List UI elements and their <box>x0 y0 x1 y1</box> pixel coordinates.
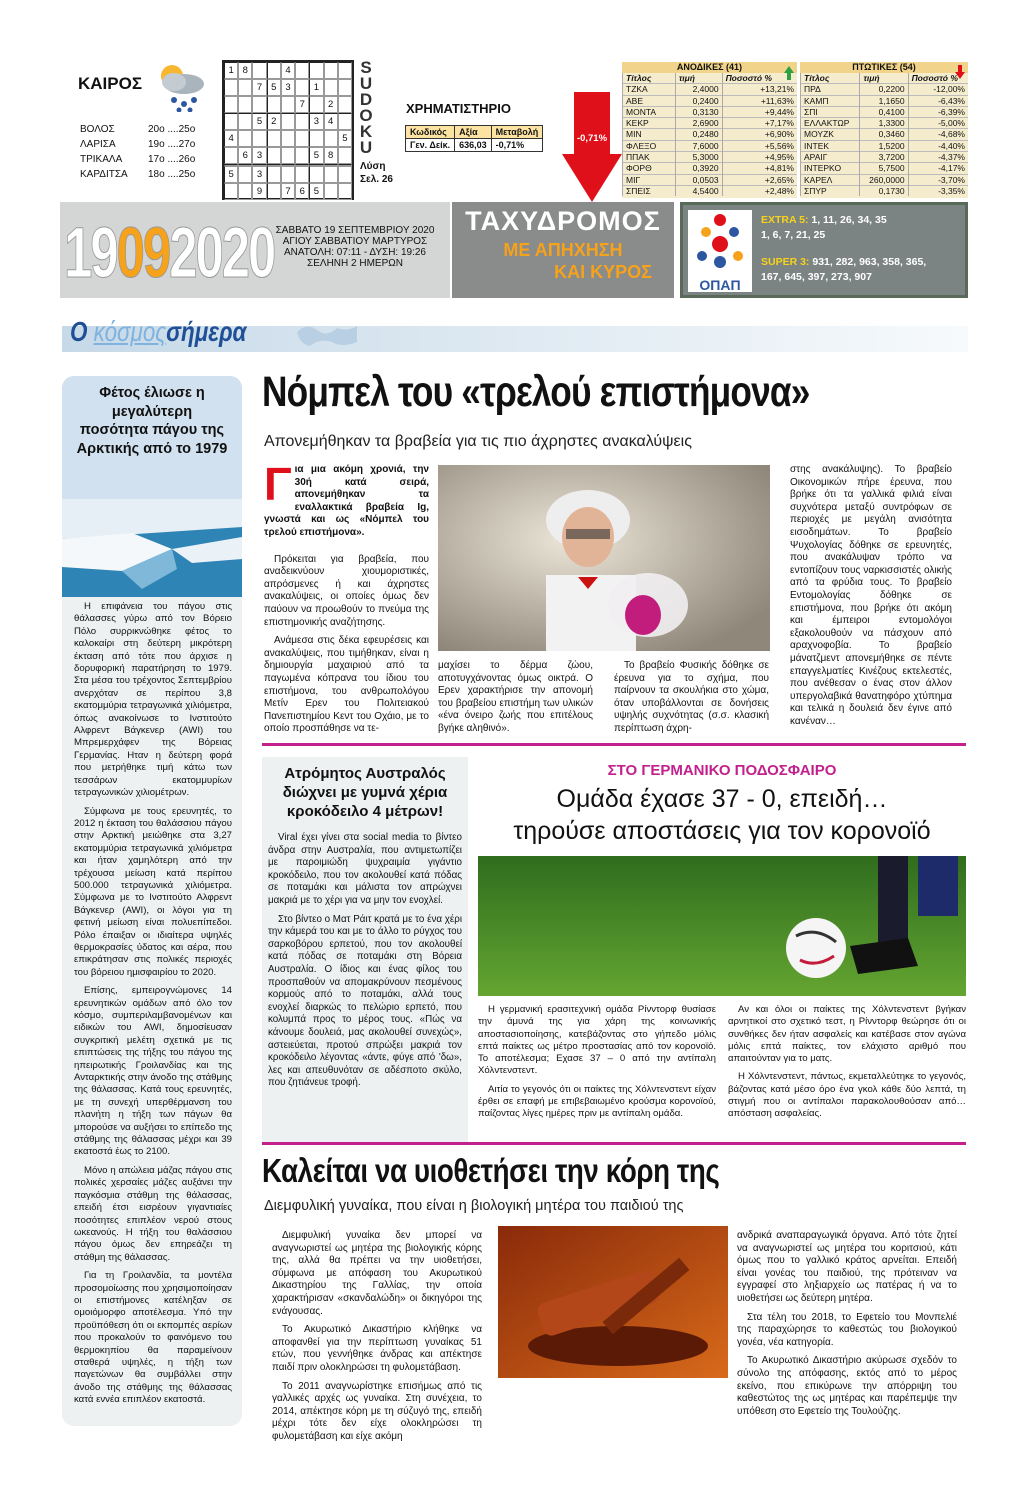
sidebar-body: Η επιφάνεια του πάγου στις θάλασσες γύρω από τον Βόρειο Πόλο συρρικνώθηκε φέτος το καλοκαίρι στη δεύτερη μικρότερη έκταση από τότε που άρχισε η δορυφορική παρατήρηση το 1979. Στα μέσα του τρέχοντος Σεπτεμβρίου ανερχόταν σε περίπου 3,8 εκατομμύρια τετραγωνικά χιλιόμετρα, όπως ανακοίνωσε το Ινστιτούτο Αλφρεντ Βάγκενερ (AWI) του Μπρεμερχάφεν της Βόρειας Γερμανίας. Ηταν η δεύτερη φορά που μετρήθηκε τιμή κάτω των τεσσάρων εκατομμυρίων τετραγωνικών χιλιομέτρων. Σύμφωνα με τους ερευνητές, το 2012 η έκταση του θαλάσσιου πάγου στην Αρκτική μειώθηκε στα 3,27 εκατομμύρια τετραγωνικά χιλιόμετρα και ήταν χαμηλότερη από την τρέχουσα μείωση κατά περίπου 500.000 τετραγωνικά χιλιόμετρα. Σύμφωνα με το Ινστιτούτο Αλφρεντ Βάγκενερ (AWI), οι λόγοι για τη φετινή μείωση είναι πολυεπίπεδοι. Ρόλο έπαιξαν οι ιδιαίτερα υψηλές θερμοκρασίες ύδατος και αέρα, που επικράτησαν στις πολικές περιοχές του βόρειου ημισφαιρίου το 2020. Επίσης, εμπειρογνώμονες 14 ερευνητικών ομάδων από όλο τον κόσμο, συμπεριλαμβανομένων και ειδικών του AWI, δημοσίευσαν συγκριτική μελέτη σχετικά με τις επιπτώσεις της τήξης του πάγου της ηπειρωτικής Γροιλανδίας και της Ανταρκτικής στην άνοδο της στάθμης της θάλασσας. Κατά τους ερευνητές, με τη συνεχή υπερθέρμανση του πλανήτη η τήξη των πάγων θα μπορούσε να αυξήσει το επίπεδο της στάθμης της θάλασσας μέχρι και 39 εκατοστά έως το 2100. Μόνο η απώλεια μάζας πάγου στις πολικές χερσαίες μάζες αυξάνει την παγκόσμια στάθμη της θάλασσας, επειδή έτσι εισρέουν γιγαντιαίες ποσότητες επιπλέον νερού στους ωκεανούς. Η τήξη του θαλάσσιου πάγου όμως δεν επηρεάζει τη στάθμη της θάλασσας. Για τη Γροιλανδία, τα μοντέλα προσομοίωσης που χρησιμοποίησαν οι επιστήμονες κατέληξαν σε ομοιόμορφο αποτέλεσμα. Υπό την προϋπόθεση ότι οι εκπομπές αερίων που προκαλούν το φαινόμενο του θερμοκηπίου θα παραμείνουν σταθερά υψηλές, η τήξη των παγετώνων θα συμβάλλει στην άνοδο της στάθμης της θάλασσας κατά εννέα επιπλέον εκατοστά. <box>74 601 232 1406</box>
sidebar-headline: Φέτος έλιωσε η μεγαλύτερη ποσότητα πάγου της Αρκτικής από το 1979 <box>76 385 228 457</box>
sudoku-cell: 5 <box>338 130 352 147</box>
market-row: ΦΟΡΘ 0,3920 +4,81% <box>623 163 798 174</box>
sudoku-cell: 5 <box>252 113 266 130</box>
index-change: -0,71% <box>576 133 608 144</box>
market-row: ΙΝΤΕΚ 1,5200 -4,40% <box>801 140 969 151</box>
sudoku-cell <box>252 130 266 147</box>
adoption-subtitle: Διεμφυλική γυναίκα, που είναι η βιολογική μητέρα του παιδιού της <box>264 1198 684 1214</box>
weather-title: ΚΑΙΡΟΣ <box>78 74 143 93</box>
sudoku-cell <box>281 96 295 113</box>
adoption-col-2: ανδρικά αναπαραγωγικά όργανα. Από τότε ζητεί να αναγνωριστεί ως μητέρα του κοριτσιού, κάτι όμως που το γαλλικό κράτος αρνείται. Επειδή είναι γονέας του παιδιού, της πρότειναν να εγγραφεί στο ληξιαρχείο ως πατέρας ή να το υιοθετήσει ως δεύτερη μητέρα. Στα τέλη του 2018, το Εφετείο του Μονπελιέ της παραχώρησε το καθεστώς του βιολογικού γονέα, νέα κατηγορία. Το Ακυρωτικό Δικαστήριο ακύρωσε σχεδόν το σύνολο της απόφασης, εκτός από το μέρος εκείνο, που επικύρωνε την απόρριψη του καθεστώτος της ως μητέρας και παρέπεμψε την υπόθεση στο Εφετείο της Τουλούζης. <box>737 1230 957 1417</box>
market-row: ΚΕΚΡ 2,6900 +7,17% <box>623 118 798 129</box>
sidebar-header <box>62 376 242 499</box>
sudoku-cell: 4 <box>281 62 295 79</box>
sudoku-cell <box>295 79 309 96</box>
stock-index-table: Κωδικός Αξία Μεταβολή Γεν. Δείκ. 636,03 -0,71% <box>405 125 543 152</box>
sudoku-cell <box>238 113 252 130</box>
sudoku-cell: 6 <box>295 183 309 200</box>
market-row: ΤΖΚΑ 2,4000 +13,21% <box>623 84 798 95</box>
croc-body: Viral έχει γίνει στα social media το βίντεο άνδρα στην Αυστραλία, που αντιμετωπίζει με παροιμιώδη ψυχραιμία γιγάντιο κροκόδειλο, που τον ακολουθεί κατά πόδας σε ποταμάκι και μάλιστα τον απρώχνει μακριά με το χέρι για να μην τον ενοχλεί. Στο βίντεο ο Ματ Ράιτ κρατά με το ένα χέρι την κάμερά του και με το άλλο το ρύγχος του σαρκοβόρου ερπετού, που τον ακολουθεί κατά πόδας σε ποταμάκι στη Βόρεια Αυστραλία. Ο ίδιος και ένας φίλος του προσπαθούν να απομακρύνουν πεσμένους κορμούς από το ποταμάκι, αλλά τους ενοχλεί διαρκώς το πελώριο ερπετό, που κολυμπά προς το μέρος τους. «Πώς να κάνουμε δουλειά, μας ακολουθεί συνεχώς», αστειεύεται, προτού σπρώξει μακριά τον κροκόδειλο λέγοντας «άντε, φύγε από 'δω», λες και απευθυνόταν σε αδέσποτο σκύλο, που ζητιάνευε τροφή. <box>268 832 462 1089</box>
market-row: ΕΛΛΑΚΤΩΡ 1,3300 -5,00% <box>801 118 969 129</box>
sudoku-cell <box>224 113 238 130</box>
sudoku-cell <box>324 79 338 96</box>
sudoku-cell <box>324 183 338 200</box>
slogan-1: ΜΕ ΑΠΗΧΗΣΗ <box>503 240 623 260</box>
sudoku-cell: 4 <box>324 113 338 130</box>
market-row: ΑΒΕ 0,2400 +11,63% <box>623 95 798 106</box>
sudoku-cell: 3 <box>252 147 266 164</box>
sudoku-cell <box>267 130 281 147</box>
market-row: ΣΠΕΙΣ 4,5400 +2,48% <box>623 185 798 196</box>
losers-table: ΠΤΩΤΙΚΕΣ (54) Τίτλος τιμή Ποσοστό % ΠΡΔ 0,2200 -12,00% ΚΑΜΠ 1,1650 -6,43% ΣΠΙ 0,4100 -6,39% ΕΛΛΑΚΤΩΡ 1,3300 -5,00% ΜΟΥΖΚ 0,3460 -4,68% ΙΝΤΕΚ 1,5200 -4,40% ΑΡΑΙΓ 3,7200 -4,37% ΙΝΤΕΡΚΟ 5,7500 -4,17% ΚΑΡΕΛ 260,0000 -3,70% ΣΠΥΡ 0,1730 -3,35% <box>800 62 968 198</box>
nobel-subtitle: Απονεμήθηκαν τα βραβεία για τις πιο άχρηστες ανακαλύψεις <box>264 433 692 450</box>
sudoku-cell: 1 <box>309 79 323 96</box>
football-col-2: Αν και όλοι οι παίκτες της Χόλντενστεντ βγήκαν αρνητικοί στο σχετικό τεστ, η Ρίνντορφ θεώρησε ότι οι συνθήκες δεν ήταν ασφαλείς και κατέβασε στον αγώνα μόλις επτά παίκτες, τον ελάχιστο αριθμό που απαιτούνταν για το ματς. Η Χόλντενστεντ, πάντως, εκμεταλλεύτηκε το γεγονός, βάζοντας κατά μέσο όρο ένα γκολ κάθε δύο λεπτά, τη στιγμή που οι αντίπαλοι παρακολουθούσαν από… απόσταση ασφαλείας. <box>728 1004 966 1120</box>
sudoku-cell <box>238 166 252 183</box>
sudoku-cell <box>267 183 281 200</box>
sudoku-cell: 5 <box>309 147 323 164</box>
sudoku-letters: S U D O K U <box>359 58 373 157</box>
sudoku-cell <box>338 62 352 79</box>
up-arrow-icon <box>784 66 794 80</box>
sudoku-cell: 5 <box>309 183 323 200</box>
sudoku-cell <box>309 96 323 113</box>
globe-map-icon <box>292 320 362 350</box>
nobel-col-1: Γ ια μια ακόμη χρονιά, την 30ή κατά σειρά, απονεμήθηκαν τα εναλλακτικά βραβεία Ig, γνωστά και ως «Νόμπελ του τρελού επιστήμονα». Πρόκειται για βραβεία, που αναδεικνύουν χιουμοριστικές, απρόσμενες ή και άχρηστες ανακαλύψεις, οι οποίες όμως δεν παύουν να προωθούν το πνεύμα της επιστημονικής αναζήτησης. Ανάμεσα στις δέκα εφευρέσεις και ανακαλύψεις, που τιμήθηκαν, είναι η δημιουργία μαχαιριού από τα παγωμένα κόπρανα του ίδιου του επιστήμονα, του ανθρωπολόγου Μετίν Ερεν του Πολιτειακού Πανεπιστημίου Κεντ του Οχάιο, με το οποίο προσπάθησε να τε- <box>264 458 429 735</box>
sudoku-cell: 2 <box>267 113 281 130</box>
sudoku-cell: 7 <box>295 96 309 113</box>
sudoku-cell <box>309 130 323 147</box>
market-row: ΑΡΑΙΓ 3,7200 -4,37% <box>801 152 969 163</box>
weather-box <box>62 60 212 210</box>
market-row: ΠΡΔ 0,2200 -12,00% <box>801 84 969 95</box>
weather-row: ΛΑΡΙΣΑ 19ο ....27ο <box>80 139 196 150</box>
sudoku-cell <box>338 79 352 96</box>
football-photo <box>478 856 966 996</box>
cloud-rain-icon <box>152 60 212 112</box>
weather-row: ΚΑΡΔΙΤΣΑ 18ο ....25ο <box>80 169 196 180</box>
sudoku-cell <box>338 147 352 164</box>
market-header: τιμή <box>860 73 908 84</box>
sudoku-cell <box>252 96 266 113</box>
sudoku-cell <box>238 79 252 96</box>
sudoku-cell: 7 <box>281 183 295 200</box>
sudoku-cell <box>281 166 295 183</box>
market-row: ΚΑΜΠ 1,1650 -6,43% <box>801 95 969 106</box>
date-big: 19092020 <box>64 214 275 293</box>
sudoku-cell <box>338 183 352 200</box>
down-small-arrow-icon <box>955 65 965 79</box>
sudoku-cell <box>295 113 309 130</box>
sudoku-cell: 3 <box>281 79 295 96</box>
market-header: Τίτλος <box>801 73 860 84</box>
sudoku-cell <box>281 113 295 130</box>
football-kicker: ΣΤΟ ΓΕΡΜΑΝΙΚΟ ΠΟΔΟΣΦΑΙΡΟ <box>607 762 837 779</box>
nobel-col-2: μαχίσει το δέρμα ζώου, αποτυγχάνοντας όμως οικτρά. Ο Ερεν χαρακτήρισε την απονομή του βραβείου επιστήμη των υλικών «ένα όνειρο ζωής που επιτέλους βγήκε αληθινό». <box>438 660 593 734</box>
opap-box: ΟΠΑΠ EXTRA 5: 1, 11, 26, 34, 35 1, 6, 7, 21, 25 SUPER 3: 931, 282, 963, 358, 365, 167, 645, 397, 273, 907 <box>680 202 968 298</box>
sudoku-cell: 6 <box>238 147 252 164</box>
market-header: τιμή <box>675 73 722 84</box>
market-row: ΜΙΝ 0,2480 +6,90% <box>623 129 798 140</box>
sudoku-grid <box>222 60 354 200</box>
croc-headline: Ατρόμητος Αυστραλός διώχνει με γυμνά χέρια κροκόδειλο 4 μέτρων! <box>282 765 448 820</box>
slogan-2: ΚΑΙ ΚΥΡΟΣ <box>554 262 652 282</box>
sudoku-cell: 3 <box>252 166 266 183</box>
paper-name: ΤΑΧΥΔΡΟΜΟΣ <box>465 206 661 236</box>
sudoku-cell <box>295 147 309 164</box>
sudoku-cell <box>281 147 295 164</box>
sudoku-cell <box>252 62 266 79</box>
weather-row: ΒΟΛΟΣ 20ο ....25ο <box>80 124 196 135</box>
market-row: ΠΠΑΚ 5,3000 +4,95% <box>623 152 798 163</box>
scientist-photo <box>438 465 770 651</box>
market-row: ΦΛΕΞΟ 7,6000 +5,56% <box>623 140 798 151</box>
sudoku-cell <box>238 130 252 147</box>
sudoku-cell <box>281 130 295 147</box>
sudoku-cell: 1 <box>224 62 238 79</box>
sudoku-cell: 5 <box>267 79 281 96</box>
market-row: ΚΑΡΕΛ 260,0000 -3,70% <box>801 174 969 185</box>
sudoku-cell: 8 <box>324 147 338 164</box>
sudoku-cell: 7 <box>252 79 266 96</box>
market-row: ΣΠΙ 0,4100 -6,39% <box>801 106 969 117</box>
sudoku-cell: 2 <box>324 96 338 113</box>
sudoku-cell <box>295 130 309 147</box>
market-row: ΣΠΥΡ 0,1730 -3,35% <box>801 185 969 196</box>
sudoku-cell <box>309 166 323 183</box>
masthead-box <box>452 202 674 298</box>
sudoku-cell <box>324 166 338 183</box>
adoption-title: Καλείται να υιοθετήσει την κόρη της <box>262 1152 720 1189</box>
market-header: Ποσοστό % <box>908 73 968 84</box>
section-header: Ο κόσμοςσήμερα <box>62 316 968 352</box>
sudoku-cell <box>267 96 281 113</box>
stock-title: ΧΡΗΜΑΤΙΣΤΗΡΙΟ <box>406 101 511 116</box>
drop-cap: Γ <box>264 458 292 510</box>
sudoku-cell: 5 <box>224 166 238 183</box>
section-rule <box>262 743 966 746</box>
football-col-1: Η γερμανική ερασιτεχνική ομάδα Ρίνντορφ θυσίασε την άμυνά της για χάρη της κοινωνικής αποστασιοποίησης, κατεβάζοντας στο γήπεδο μόλις επτά παίκτες ως μέτρο προστασίας από τον κορονοϊό. Το αποτέλεσμα; Εχασε 37 – 0 από την αντίπαλη Χόλντενστεντ. Αιτία το γεγονός ότι οι παίκτες της Χόλντενστεντ είχαν έρθει σε επαφή με επιβεβαιωμένο κρούσμα κορονοϊού, παίζοντας λίγες ημέρες πριν με αντίπαλη ομάδα. <box>478 1004 716 1120</box>
sudoku-cell: 9 <box>252 183 266 200</box>
sudoku-solution: Λύση Σελ. 26 <box>360 161 393 185</box>
sudoku-cell <box>324 130 338 147</box>
section-rule-2 <box>262 1142 966 1145</box>
sudoku-cell <box>238 183 252 200</box>
sudoku-cell <box>295 166 309 183</box>
sudoku-cell <box>324 62 338 79</box>
sudoku-cell <box>267 166 281 183</box>
market-header: Ποσοστό % <box>722 73 797 84</box>
nobel-col-3: Το βραβείο Φυσικής δόθηκε σε έρευνα για το σχήμα, που παίρνουν τα σκουλήκια στο χώμα, όταν υποβάλλονται σε δονήσεις υψηλής συχνότητας (σ.σ. κλασική περίπτωση άχρη- <box>614 660 769 734</box>
sudoku-cell <box>224 183 238 200</box>
adoption-col-1: Διεμφυλική γυναίκα δεν μπορεί να αναγνωριστεί ως μητέρα της βιολογικής κόρης της, αλλά θα πρέπει να την υιοθετήσει, σύμφωνα με απόφαση του Ακυρωτικού Δικαστηρίου της Γαλλίας, την οποία χαρακτήρισαν «σκανδαλώδη» οι δικηγόροι της ενάγουσας. Το Ακυρωτικό Δικαστήριο κλήθηκε να αποφανθεί για την περίπτωση γυναίκας 51 ετών, που γεννήθηκε άνδρας και απέκτησε παιδί πριν ολοκληρώσει τη φυλομετάβαση. Το 2011 αναγνωρίστηκε επισήμως από τις γαλλικές αρχές ως γυναίκα. Στη συνέχεια, το 2014, απέκτησε κόρη με τη σύζυγό της, επειδή μέχρι τότε δεν είχε ολοκληρώσει τη φυλομετάβαση και είχε ακόμη <box>272 1230 482 1442</box>
sudoku-cell <box>309 62 323 79</box>
market-header: Τίτλος <box>623 73 676 84</box>
opap-logo-icon <box>688 210 752 272</box>
nobel-title: Νόμπελ του «τρελού επιστήμονα» <box>262 368 810 416</box>
gainers-table: ΑΝΟΔΙΚΕΣ (41) Τίτλος τιμή Ποσοστό % ΤΖΚΑ 2,4000 +13,21% ΑΒΕ 0,2400 +11,63% ΜΟΝΤΑ 0,3130 +9,44% ΚΕΚΡ 2,6900 +7,17% ΜΙΝ 0,2480 +6,90% ΦΛΕΞΟ 7,6000 +5,56% ΠΠΑΚ 5,3000 +4,95% ΦΟΡΘ 0,3920 +4,81% ΜΙΓ 0,0503 +2,65% ΣΠΕΙΣ 4,5400 +2,48% <box>622 62 797 198</box>
market-row: ΜΟΥΖΚ 0,3460 -4,68% <box>801 129 969 140</box>
down-arrow-icon <box>562 92 622 202</box>
football-title-2: τηρούσε αποστάσεις για τον κορονοϊό <box>513 817 931 845</box>
sudoku-cell: 3 <box>309 113 323 130</box>
sudoku-cell <box>224 79 238 96</box>
market-row: ΙΝΤΕΡΚΟ 5,7500 -4,17% <box>801 163 969 174</box>
sudoku-cell <box>338 113 352 130</box>
date-info: ΣΑΒΒΑΤΟ 19 ΣΕΠΤΕΜΒΡΙΟΥ 2020 ΑΓΙΟΥ ΣΑΒΒΑΤΙΟΥ ΜΑΡΤΥΡΟΣ ΑΝΑΤΟΛΗ: 07:11 - ΔΥΣΗ: 19:26 ΣΕΛΗΝΗ 2 ΗΜΕΡΩΝ <box>275 225 435 269</box>
sudoku-cell: 4 <box>224 130 238 147</box>
gavel-photo <box>498 1226 728 1378</box>
sudoku-cell: 8 <box>238 62 252 79</box>
sudoku-cell <box>224 147 238 164</box>
market-row: ΜΙΓ 0,0503 +2,65% <box>623 174 798 185</box>
nobel-col-4: στης ανακάλυψης). Το βραβείο Οικονομικών πήρε έρευνα, που βρήκε ότι τα γαλλικά φιλιά είναι συχνότερα μεταξύ συντρόφων σε περιοχές με μεγάλη ανισότητα εισοδημάτων. Το βραβείο Ψυχολογίας δόθηκε σε ερευνητές, που ανακάλυψαν τρόπο να εντοπίζουν τους ναρκισσιστές ολικής από τα φρύδια τους. Το βραβείο Εντομολογίας δόθηκε σε επιστήμονα, που βρήκε ότι ακόμη και έμπειροι εντομολόγοι εξακολουθούν να πάσχουν από αραχνοφοβία. Το βραβείο μάνατζμεντ απονεμήθηκε σε πέντε επαγγελματίες Κινέζους εκτελεστές, που ανέθεσαν ο ένας στον άλλον υπεργολαβικά θανατηφόρο χτύπημα και τελικά η δουλειά δεν έγινε από κανέναν… <box>790 464 952 727</box>
opap-logo: ΟΠΑΠ <box>688 210 752 292</box>
weather-row: ΤΡΙΚΑΛΑ 17ο ....26ο <box>80 154 196 165</box>
sudoku-cell <box>267 147 281 164</box>
sudoku-cell <box>238 96 252 113</box>
sudoku-cell <box>295 62 309 79</box>
sudoku-cell <box>267 62 281 79</box>
market-row: ΜΟΝΤΑ 0,3130 +9,44% <box>623 106 798 117</box>
sudoku-cell <box>338 166 352 183</box>
sudoku-cell <box>224 96 238 113</box>
football-title-1: Ομάδα έχασε 37 - 0, επειδή… <box>556 785 888 813</box>
arctic-ice-photo <box>62 499 242 597</box>
sudoku-cell <box>338 96 352 113</box>
